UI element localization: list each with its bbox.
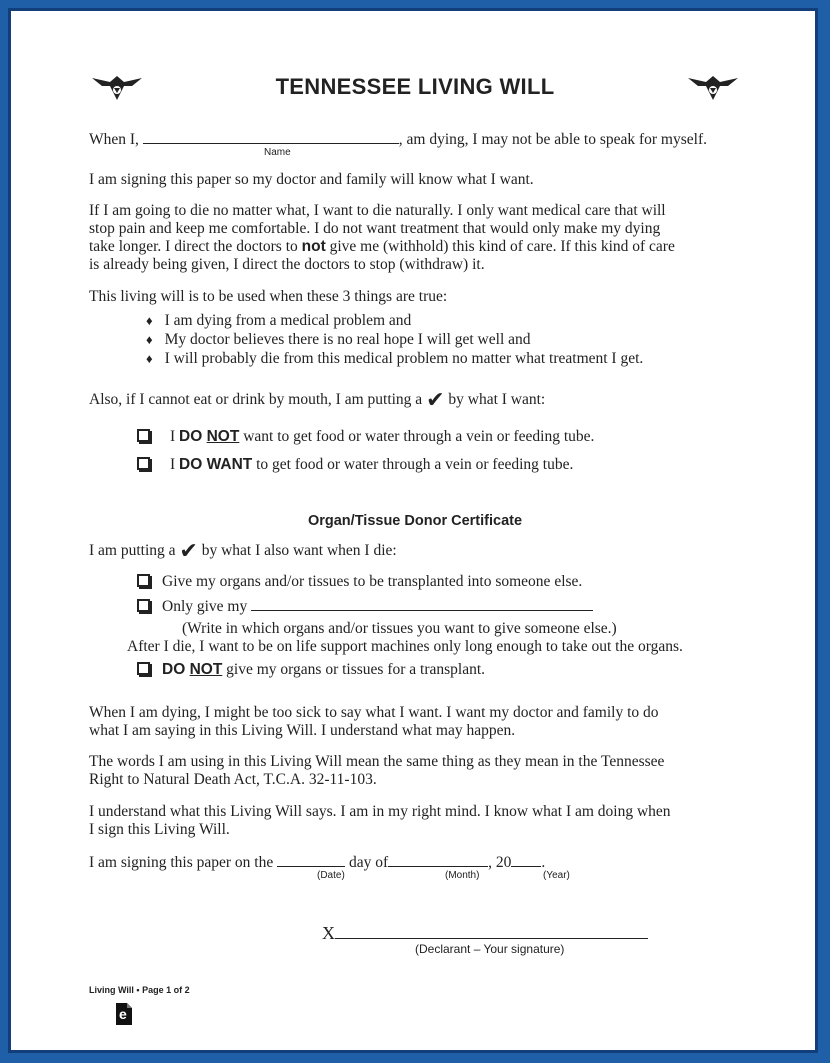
opt3-not: NOT xyxy=(189,661,223,678)
para-understand-line2: I sign this Living Will. xyxy=(89,821,230,838)
para-natural-death-line4: is already being given, I direct the doctors to stop (withdraw) it. xyxy=(89,256,485,273)
intro-line xyxy=(89,129,707,149)
date-day-field[interactable] xyxy=(277,852,345,867)
checkmark-icon: ✔ xyxy=(426,388,445,413)
food-intro-pre: Also, if I cannot eat or drink by mouth, I am putting a xyxy=(89,391,423,408)
date-year-field[interactable] xyxy=(511,852,541,867)
condition-text: I am dying from a medical problem and xyxy=(164,312,412,329)
opt2-rest: to get food or water through a vein or feeding tube. xyxy=(252,456,574,473)
opt1-i: I xyxy=(170,428,180,445)
opt2-do-want: DO WANT xyxy=(179,456,253,473)
conditions-intro: This living will is to be used when these 3 things are true: xyxy=(89,288,448,305)
food-intro xyxy=(89,388,545,413)
para-statute-line2: Right to Natural Death Act, T.C.A. 32-11-103. xyxy=(89,771,377,788)
date-line xyxy=(89,852,545,872)
opt1-not: NOT xyxy=(206,428,240,445)
logo-letter: e xyxy=(119,1006,127,1022)
checkbox-food-wanted[interactable] xyxy=(137,457,150,470)
para-signing-purpose: I am signing this paper so my doctor and family will know what I want. xyxy=(89,171,534,188)
opt3-rest: give my organs or tissues for a transplant. xyxy=(222,661,486,678)
intro-pre: When I, xyxy=(89,131,143,148)
condition-item xyxy=(146,350,643,368)
signature-line xyxy=(322,922,648,944)
opt2-i: I xyxy=(170,456,180,473)
donor-opt2-text: Only give my xyxy=(162,598,248,615)
donor-intro-pre: I am putting a xyxy=(89,542,176,559)
para-natural-death-line3 xyxy=(89,238,675,256)
name-field[interactable] xyxy=(143,129,399,144)
checkbox-only-give[interactable] xyxy=(137,599,150,612)
checkbox-do-not-give[interactable] xyxy=(137,662,150,675)
food-intro-post: by what I want: xyxy=(448,391,546,408)
diamond-bullet-icon: ♦ xyxy=(146,313,153,328)
donor-heading: Organ/Tissue Donor Certificate xyxy=(307,513,523,529)
donor-opt2-note: (Write in which organs and/or tissues you want to give someone else.) xyxy=(182,620,617,637)
name-caption: Name xyxy=(264,147,291,158)
para-natural-death-line1: If I am going to die no matter what, I want to die naturally. I only want medical care that will xyxy=(89,202,666,219)
footer-text: Living Will • Page 1 of 2 xyxy=(89,985,190,995)
checkbox-food-not-wanted[interactable] xyxy=(137,429,150,442)
line3-bold-not: not xyxy=(301,238,326,255)
donor-intro-post: by what I also want when I die: xyxy=(201,542,397,559)
condition-item xyxy=(146,312,411,330)
year-caption: (Year) xyxy=(543,870,570,881)
date-caption: (Date) xyxy=(317,870,345,881)
para-too-sick-line1: When I am dying, I might be too sick to say what I want. I want my doctor and family to do xyxy=(89,704,659,721)
condition-text: My doctor believes there is no real hope I will get well and xyxy=(164,331,531,348)
para-natural-death-line2: stop pain and keep me comfortable. I do not want treatment that would only make my dying xyxy=(89,220,661,237)
signature-field[interactable] xyxy=(335,922,648,939)
diamond-bullet-icon: ♦ xyxy=(146,332,153,347)
food-option-no xyxy=(137,428,594,446)
line3-post: give me (withhold) this kind of care. If this kind of care xyxy=(325,238,675,255)
date-month-field[interactable] xyxy=(388,852,488,867)
diamond-bullet-icon: ♦ xyxy=(146,351,153,366)
date-pre: I am signing this paper on the xyxy=(89,854,274,871)
date-day-of: day of xyxy=(349,854,389,871)
food-option-yes xyxy=(137,456,573,474)
donor-option-only xyxy=(137,596,593,616)
donor-intro xyxy=(89,539,397,564)
intro-post: , am dying, I may not be able to speak for myself. xyxy=(398,131,707,148)
checkbox-give-organs[interactable] xyxy=(137,574,150,587)
organs-field[interactable] xyxy=(251,596,593,611)
para-statute-line1: The words I am using in this Living Will mean the same thing as they mean in the Tennessee xyxy=(89,753,665,770)
line3-pre: take longer. I direct the doctors to xyxy=(89,238,302,255)
condition-item xyxy=(146,331,531,349)
signature-caption: (Declarant – Your signature) xyxy=(415,942,565,956)
month-caption: (Month) xyxy=(445,870,480,881)
para-too-sick-line2: what I am saying in this Living Will. I understand what may happen. xyxy=(89,722,516,739)
para-understand-line1: I understand what this Living Will says. I am in my right mind. I know what I am doing when xyxy=(89,803,671,820)
donor-opt1-text: Give my organs and/or tissues to be transplanted into someone else. xyxy=(162,573,583,590)
opt1-do: DO xyxy=(179,428,207,445)
donor-after-text: After I die, I want to be on life support machines only long enough to take out the organs. xyxy=(127,638,683,655)
document-title: TENNESSEE LIVING WILL xyxy=(275,74,555,99)
condition-text: I will probably die from this medical problem no matter what treatment I get. xyxy=(164,350,644,367)
signature-x: X xyxy=(322,923,335,943)
opt1-rest: want to get food or water through a vein or feeding tube. xyxy=(239,428,595,445)
donor-option-give xyxy=(137,573,582,591)
checkmark-icon: ✔ xyxy=(179,539,198,564)
date-end: . xyxy=(541,854,546,871)
donor-option-do-not xyxy=(137,661,485,679)
document-logo-icon xyxy=(115,1002,133,1026)
opt3-do: DO xyxy=(162,661,190,678)
date-comma-year: , 20 xyxy=(488,854,512,871)
